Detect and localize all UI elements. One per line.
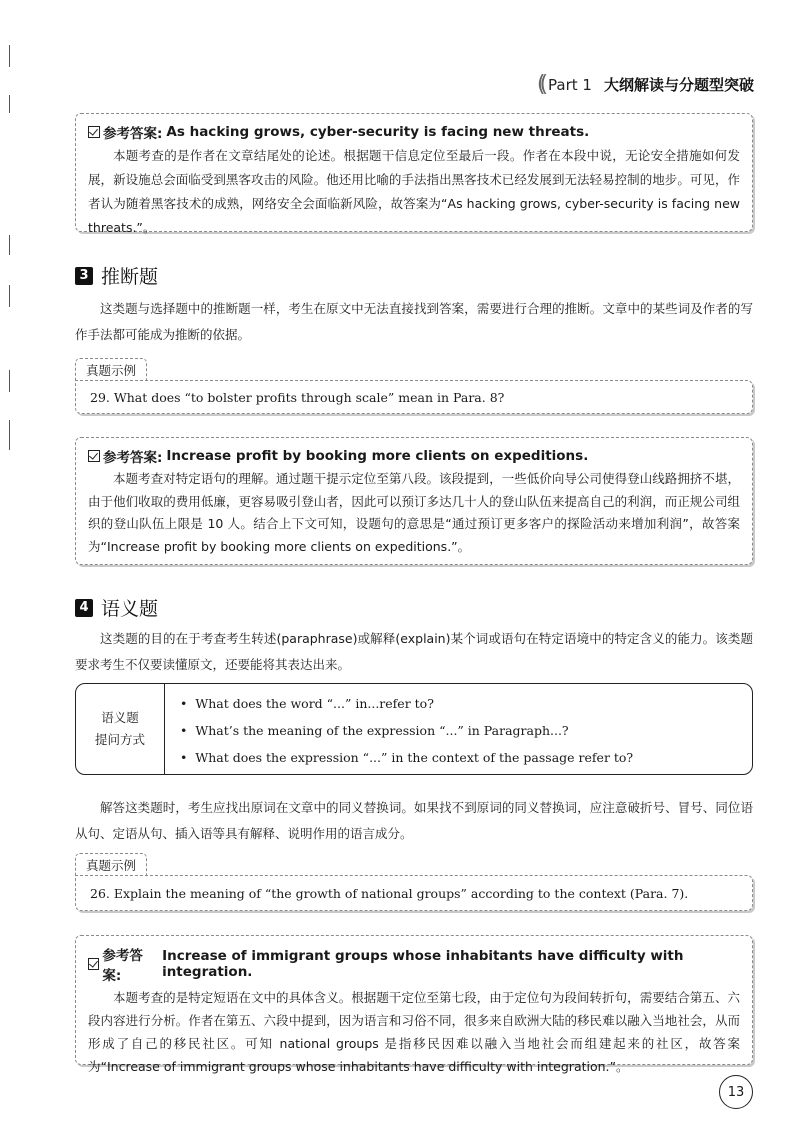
- question-forms-box: [75, 683, 753, 775]
- running-header: [537, 72, 754, 97]
- answer-heading: [88, 944, 740, 984]
- answer-text: Increase of immigrant groups whose inhabitants have difficulty with integration.: [162, 948, 684, 980]
- example-tab: 真题示例: [75, 853, 147, 876]
- question-forms-label: [76, 684, 165, 774]
- section-title: 语义题: [101, 598, 159, 620]
- answer-text: Increase profit by booking more clients on expeditions.: [166, 448, 589, 464]
- section-number: 4: [75, 599, 93, 617]
- checkbox-icon: [88, 958, 99, 970]
- header-part: Part 1: [548, 75, 592, 94]
- example-box: [75, 380, 753, 414]
- binding-mark: [9, 95, 10, 113]
- answer-heading: [88, 446, 740, 466]
- answer-box: [75, 935, 753, 1074]
- header-title: 大纲解读与分题型突破: [603, 76, 754, 94]
- section-heading: [75, 262, 158, 289]
- answer-box: [75, 437, 753, 565]
- answer-explanation: 本题考查的是特定短语在文中的具体含义。根据题干定位至第七段，由于定位句为段间转折句，需要结合第五、六段内容进行分析。作者在第五、六段中提到，因为语言和习俗不同，很多来自欧洲大陆的移民难以融入当地社会，从而形成了自己的移民社区。可知 national groups 是指移民因难以融入当地社会而组建起来的社区，故答案为“Increase of immigrant groups whose inhabitants have difficulty with integration.”。: [88, 990, 740, 1074]
- answer-explanation: 本题考查对特定语句的理解。通过题干提示定位至第八段。该段提到，一些低价向导公司使得登山线路拥挤不堪，由于他们收取的费用低廉，更容易吸引登山者，因此可以预订多达几十人的登山队伍来提高自己的利润，而正规公司组织的登山队伍上限是 10 人。结合上下文可知，设题句的意思是“通过预订更多客户的探险活动来增加利润”，故答案为“Increase profit by booking more clients on expeditions.”。: [88, 471, 740, 554]
- binding-mark: [9, 420, 10, 450]
- binding-mark: [9, 370, 10, 392]
- example-tab: 真题示例: [75, 358, 147, 381]
- question-forms-label-line: 提问方式: [94, 732, 145, 747]
- example-question: 29. What does “to bolster profits through scale” mean in Para. 8?: [90, 389, 505, 405]
- binding-mark: [9, 45, 10, 67]
- question-form-item: • What does the expression “...” in the context of the passage refer to?: [180, 744, 633, 771]
- example-box: [75, 875, 753, 911]
- binding-mark: [9, 235, 10, 255]
- question-form-item: • What does the word “...” in...refer to?: [180, 690, 633, 717]
- answer-label: 参考答案:: [102, 948, 143, 984]
- section-intro: 这类题的目的在于考查考生转述(paraphrase)或解释(explain)某个词或语句在特定语境中的特定含义的能力。该类题要求考生不仅要读懂原文，还要能将其表达出来。: [75, 631, 753, 672]
- checkbox-icon: [88, 450, 100, 462]
- answer-heading: [88, 122, 740, 142]
- section-intro: 这类题与选择题中的推断题一样，考生在原文中无法直接找到答案，需要进行合理的推断。文章中的某些词及作者的写作手法都可能成为推断的依据。: [75, 301, 753, 342]
- answer-explanation: 本题考查的是作者在文章结尾处的论述。根据题干信息定位至最后一段。作者在本段中说，无论安全措施如何发展，新设施总会面临受到黑客攻击的风险。他还用比喻的手法指出黑客技术已经发展到无法轻易控制的地步。可见，作者认为随着黑客技术的成熟，网络安全会面临新风险，故答案为“As hacking grows, cyber-security is facing new threats.”。: [88, 148, 740, 235]
- section-number: 3: [75, 267, 93, 285]
- section-heading: [75, 594, 158, 621]
- answer-text: As hacking grows, cyber-security is facing new threats.: [166, 124, 590, 140]
- section-title: 推断题: [101, 266, 159, 288]
- swirl-ornament-icon: ((: [536, 72, 543, 97]
- question-form-item: • What’s the meaning of the expression “...” in Paragraph...?: [180, 717, 633, 744]
- answer-label: 参考答案:: [103, 126, 163, 142]
- example-question: 26. Explain the meaning of “the growth of national groups” according to the context (Para. 7).: [90, 885, 689, 901]
- answer-box: [75, 113, 753, 235]
- binding-mark: [9, 285, 10, 307]
- question-forms-label-line: 语义题: [101, 710, 139, 725]
- question-forms-list: [180, 690, 633, 771]
- checkbox-icon: [88, 126, 100, 138]
- answering-tip: 解答这类题时，考生应找出原词在文章中的同义替换词。如果找不到原词的同义替换词，应注意破折号、冒号、同位语从句、定语从句、插入语等具有解释、说明作用的语言成分。: [75, 800, 753, 841]
- page-number: 13: [719, 1075, 753, 1109]
- answer-label: 参考答案:: [103, 450, 163, 466]
